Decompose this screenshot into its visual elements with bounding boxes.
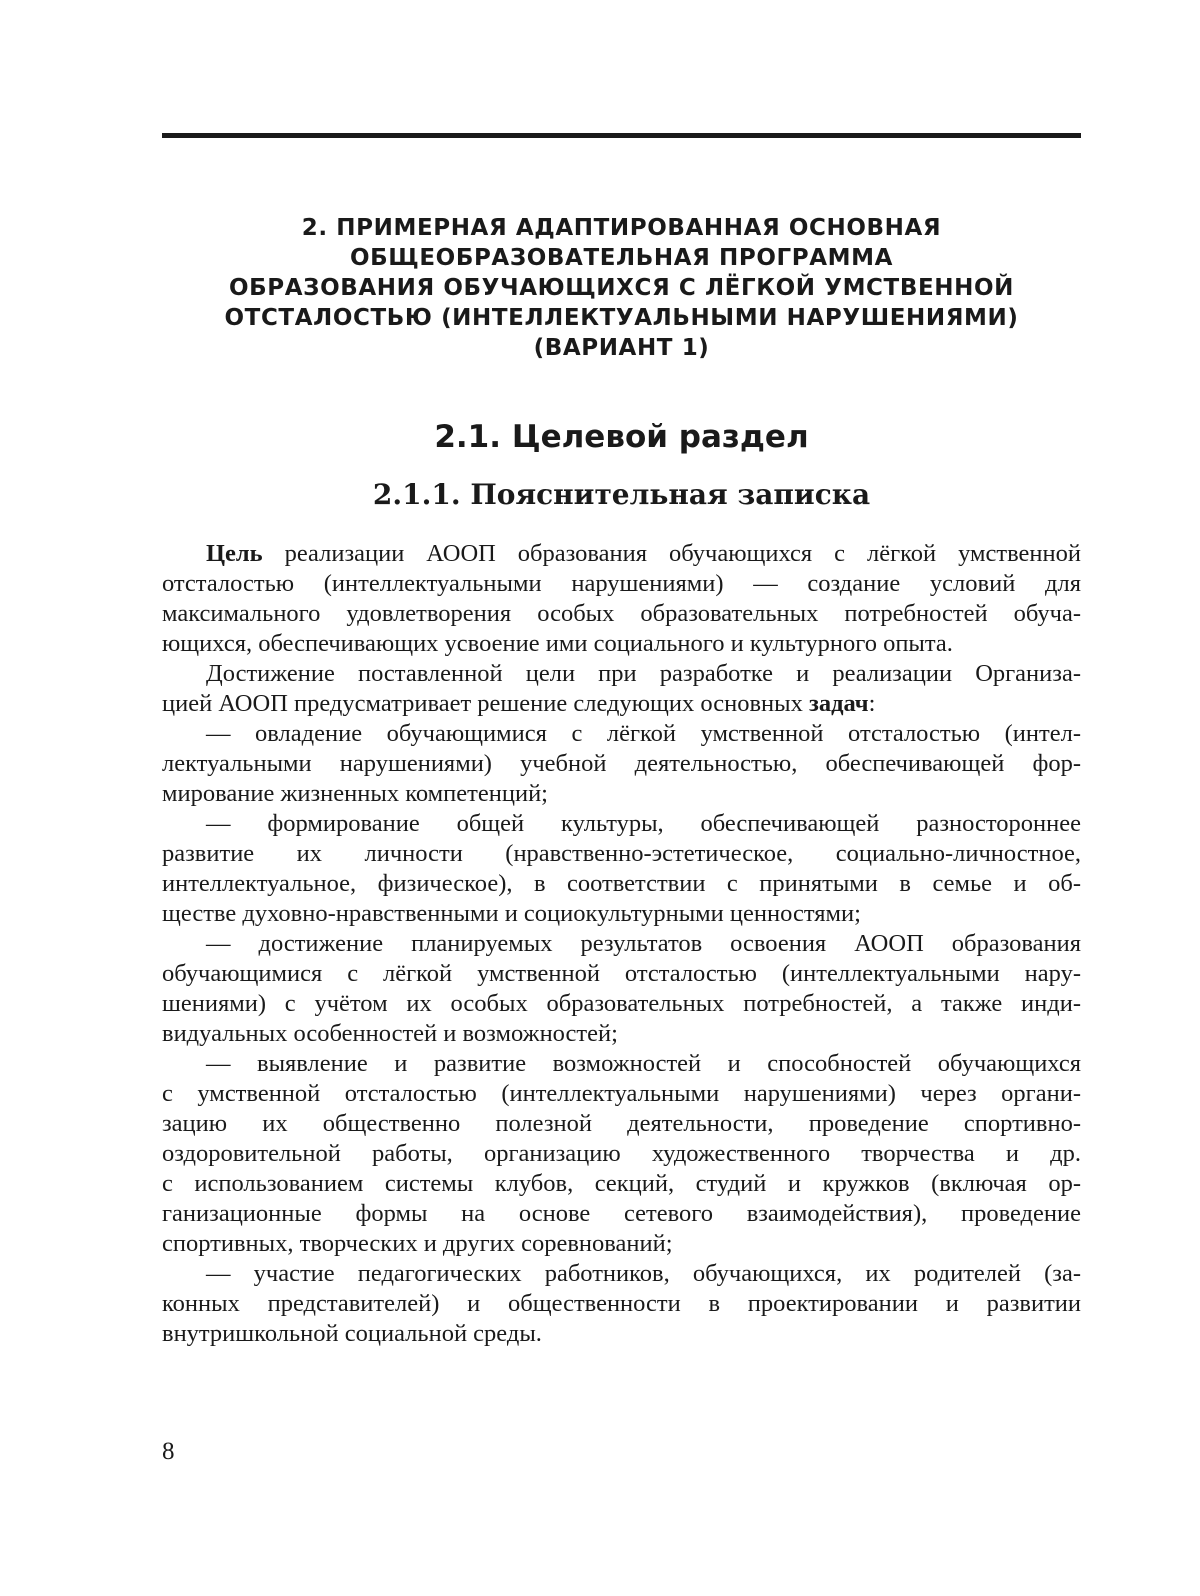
task-line: с умственной отсталостью (интеллектуальными нарушениями) через органи- xyxy=(162,1080,1081,1107)
task-line: — достижение планируемых результатов освоения АООП образования xyxy=(206,930,1081,957)
task-line: развитие их личности (нравственно-эстетическое, социально-личностное, xyxy=(162,840,1081,867)
header-rule xyxy=(162,133,1081,138)
chapter-heading-line: ОБРАЗОВАНИЯ ОБУЧАЮЩИХСЯ С ЛЁГКОЙ УМСТВЕННОЙ xyxy=(229,275,1014,301)
body-text xyxy=(162,539,1081,1349)
task-line: конных представителей) и общественности в проектировании и развитии xyxy=(162,1290,1081,1317)
subsection-title: 2.1.1. Пояснительная записка xyxy=(372,478,871,511)
task-line: шениями) с учётом их особых образовательных потребностей, а также инди- xyxy=(162,990,1081,1017)
paragraph-line: отсталостью (интеллектуальными нарушениями) — создание условий для xyxy=(162,570,1081,597)
task-line: — выявление и развитие возможностей и способностей обучающихся xyxy=(206,1050,1081,1077)
task-line: с использованием системы клубов, секций, студий и кружков (включая ор- xyxy=(162,1170,1081,1197)
task-line: — овладение обучающимися с лёгкой умственной отсталостью (интел- xyxy=(206,720,1081,747)
task-line: мирование жизненных компетенций; xyxy=(162,780,548,807)
task-line: видуальных особенностей и возможностей; xyxy=(162,1020,618,1047)
paragraph-line xyxy=(162,689,1081,719)
task-line: спортивных, творческих и других соревнований; xyxy=(162,1230,673,1257)
task-line: ганизационные формы на основе сетевого взаимодействия), проведение xyxy=(162,1200,1081,1227)
paragraph-line-text: : xyxy=(868,690,876,717)
chapter-heading-line: 2. ПРИМЕРНАЯ АДАПТИРОВАННАЯ ОСНОВНАЯ xyxy=(301,215,942,241)
chapter-heading-line: ОБЩЕОБРАЗОВАТЕЛЬНАЯ ПРОГРАММА xyxy=(350,245,893,271)
task-line: — участие педагогических работников, обучающихся, их родителей (за- xyxy=(206,1260,1081,1287)
task-line: обучающимися с лёгкой умственной отсталостью (интеллектуальными нару- xyxy=(162,960,1081,987)
page-number: 8 xyxy=(162,1438,175,1465)
bold-term-goal: Цель xyxy=(206,540,263,567)
task-line: внутришкольной социальной среды. xyxy=(162,1320,542,1347)
paragraph-line-text: реализации АООП образования обучающихся с лёгкой умственной xyxy=(262,540,1081,567)
task-line: интеллектуальное, физическое), в соответствии с принятыми в семье и об- xyxy=(162,870,1081,897)
chapter-heading-line: (ВАРИАНТ 1) xyxy=(533,335,710,361)
task-line: зацию их общественно полезной деятельности, проведение спортивно- xyxy=(162,1110,1081,1137)
paragraph-line: максимального удовлетворения особых образовательных потребностей обуча- xyxy=(162,600,1081,627)
task-line: ществе духовно-нравственными и социокультурными ценностями; xyxy=(162,900,861,927)
chapter-heading-line: ОТСТАЛОСТЬЮ (ИНТЕЛЛЕКТУАЛЬНЫМИ НАРУШЕНИЯМИ) xyxy=(224,305,1019,331)
task-line: оздоровительной работы, организацию художественного творчества и др. xyxy=(162,1140,1081,1167)
paragraph-line: Достижение поставленной цели при разработке и реализации Организа- xyxy=(206,660,1081,687)
task-line: — формирование общей культуры, обеспечивающей разностороннее xyxy=(206,810,1081,837)
paragraph-line-text: цией АООП предусматривает решение следующих основных xyxy=(162,690,810,717)
task-line: лектуальными нарушениями) учебной деятельностью, обеспечивающей фор- xyxy=(162,750,1081,777)
section-title: 2.1. Целевой раздел xyxy=(434,419,809,455)
chapter-heading xyxy=(162,213,1081,363)
bold-term-tasks: задач xyxy=(809,690,869,717)
paragraph-line xyxy=(162,539,1081,569)
paragraph-line: ющихся, обеспечивающих усвоение ими социального и культурного опыта. xyxy=(162,630,953,657)
